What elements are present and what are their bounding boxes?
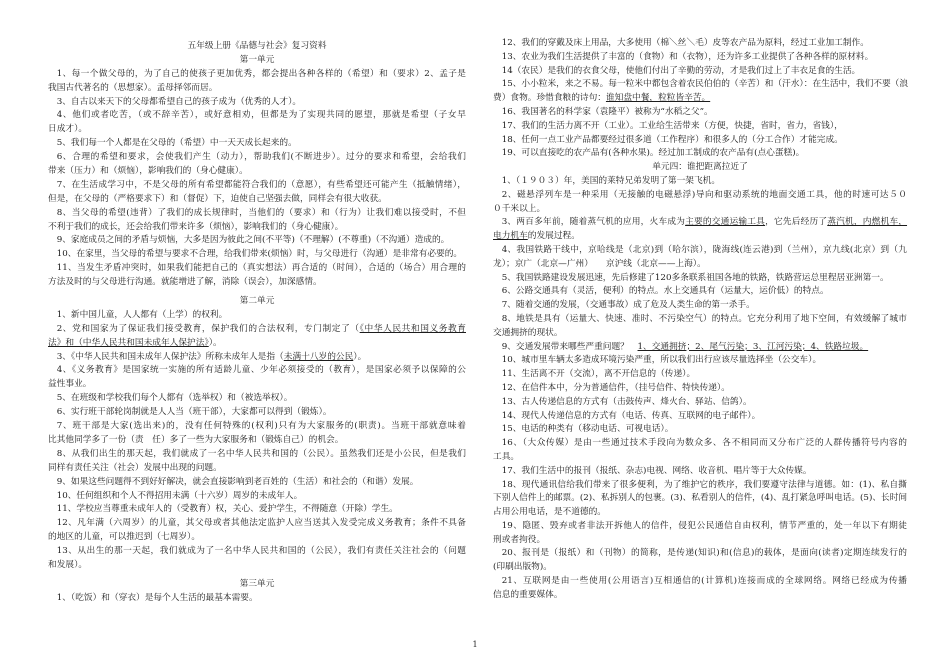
list-item xyxy=(48,68,466,96)
list-item xyxy=(48,448,466,476)
underlined-text: 电力机车 xyxy=(493,231,528,242)
text-line: 1、每一个做父母的，为了自己的使孩子更加优秀，都会提出各种各样的（希望）和（要求）2、孟子是 xyxy=(56,68,466,79)
text-line: 2、磁悬浮列车是一种采用（无接触的电磁悬浮)导向和驱动系统的地面交通工具，他的时速可达５０ xyxy=(501,189,907,200)
list-item xyxy=(493,437,907,465)
list-item xyxy=(48,592,466,606)
underlined-text: 《中华人民共和国义务教育 xyxy=(359,323,466,334)
text-line: 12、凡年满（六周岁）的儿童，其父母或者其他法定监护人应当送其入发受完成义务教育；条件不具备 xyxy=(56,518,466,529)
list-item xyxy=(493,65,907,79)
list-item xyxy=(48,323,466,351)
text-line: 4、《义务教育》是国家统一实施的所有适龄儿童、少年必须接受的（教育），是国家必须予以保障的公 xyxy=(56,365,466,376)
unit-heading: 单元四：谁把距离拉近了 xyxy=(652,162,748,173)
list-item xyxy=(493,285,907,299)
text-line: 11、当发生矛盾冲突时，如果我们能把自己的（真实想法）再合适的（时间），合适的（场合）用合理的 xyxy=(56,263,466,274)
list-item xyxy=(493,410,907,424)
unit-heading: 第一单元 xyxy=(239,54,275,65)
text-segment: ）。 xyxy=(208,337,222,348)
unit-heading: 第二单元 xyxy=(239,296,275,307)
text-line: 下别人信件上的邮票。(2)、私拆别人的包裹。(3)、私看别人的信件，(4)、乱打紧急呼叫电话。(5)、长时间 xyxy=(493,493,908,504)
text-line: 10、城市里车辆太多造成环境污染严重，所以我们出行应该尽量选择坐（公交车）。 xyxy=(501,355,822,366)
list-item xyxy=(48,364,466,392)
text-line: 工具。 xyxy=(493,451,520,462)
text-line: 6、合理的希望和要求，会使我们产生（动力），帮助我们(不断进步）。过分的要求和希望，会给我们 xyxy=(56,152,466,163)
underlined-text: 蒸汽机，内燃机车， xyxy=(827,217,908,228)
list-item xyxy=(48,262,466,290)
list-item xyxy=(493,37,907,51)
text-line: 19、隐匿、毁弃或者非法开拆他人的信件，侵犯公民通信自由权利，情节严重的，处一年以下有期徒 xyxy=(501,520,907,531)
text-line: 7、随着交通的发展，（交通事故）成了危及人类生命的第一杀手。 xyxy=(501,300,755,311)
list-item xyxy=(493,396,907,410)
text-line: 11、生活离不开（交流），离不开信息的（传递）。 xyxy=(501,369,696,380)
list-item xyxy=(48,309,466,323)
list-item xyxy=(493,216,907,244)
list-item xyxy=(493,147,907,161)
text-line: 交通拥挤的现状。 xyxy=(493,327,563,338)
list-item xyxy=(493,423,907,437)
list-item xyxy=(493,244,907,272)
text-line: 6、实行班干部轮岗制就是人人当（班干部），大家都可以得到（锻炼）。 xyxy=(56,407,332,418)
text-line xyxy=(493,230,907,244)
text-line: 16、（大众传媒）是由一些通过技术手段向为数众多、各不相同而又分布广泛的人群传播符号内容的 xyxy=(501,438,907,449)
list-item xyxy=(493,51,907,65)
text-line: 比其他同学多了一份（责 任）多了一些为大家服务和（锻炼自己）的机会。 xyxy=(48,434,344,445)
text-line: 的地区的儿童，可以推迟到（七周岁）。 xyxy=(48,532,201,543)
text-line: 带来（压力）和（烦恼），影响我们的（身心健康）。 xyxy=(48,166,248,177)
list-item xyxy=(493,341,907,355)
text-line: 7、班干部是大家(选出来)的，没有任何特殊的(权利)只有为大家服务的(职责)。当班干部就意味着 xyxy=(56,421,466,432)
text-line: 17、我们的生活力离不开（工业）。工业给生活带来（方便，快捷，省时，省力，省钱）， xyxy=(501,120,843,131)
text-line: 8、从我们出生的那天起，我们就成了一名中华人民共和国的（公民）。虽然我们还是小公民，但是我们 xyxy=(56,448,466,459)
list-item xyxy=(493,120,907,134)
list-item xyxy=(48,96,466,110)
text-line: 9、如果这些问题得不到好好解决，就会直接影响到老百姓的（生活）和社会的（和谐）发展。 xyxy=(56,476,419,487)
unit-heading: 第三单元 xyxy=(239,578,275,589)
text-segment: ，它先后经历了 xyxy=(765,217,828,228)
text-line: 占用公用电话，是不道德的。 xyxy=(493,507,606,518)
text-line: 9、家庭成员之间的矛盾与烦恼，大多是因为彼此之间(不平等)（不理解）(不尊重)（不沟通）造成的。 xyxy=(56,235,450,246)
page-number: 1 xyxy=(472,640,478,649)
text-line: 15、电话的种类有（移动电话、可视电话）。 xyxy=(501,424,674,435)
text-line: 但是，在父母的（严格要求下）和（督促）下，迫使自己坚强去做，同样会有很大收获。 xyxy=(48,193,387,204)
text-line xyxy=(493,216,907,230)
list-item xyxy=(493,313,907,341)
list-item xyxy=(48,503,466,517)
text-segment: ）。 xyxy=(353,351,367,362)
text-line: 12、在信件本中，分为普通信件，（挂号信件、特快传递）。 xyxy=(501,382,730,393)
text-line: 不利于我们的成长，还会给我们带来许多（烦恼），影响我们的（身心健康）。 xyxy=(48,221,344,232)
underlined-text: 1、交通拥挤；2、尾气污染；3、江河污染；4、铁路垃圾。 xyxy=(637,341,869,352)
list-item xyxy=(48,137,466,151)
text-line: 13、从出生的那一天起，我们就成为了一名中华人民共和国的（公民），我们有责任关注社会的（问题 xyxy=(56,546,466,557)
list-item xyxy=(48,109,466,137)
text-line: 3、自古以来天下的父母都希望自己的孩子成为（优秀的人才）。 xyxy=(56,96,302,107)
list-item xyxy=(493,465,907,479)
text-line xyxy=(48,351,466,365)
text-line: 5、在班级和学校我们每个人都有（选举权）和（被选举权）。 xyxy=(56,393,293,404)
text-line: 8、当父母的希望(违背）了我们的成长规律时，当他们的（要求）和（行为）让我们难以接受时，不但 xyxy=(56,207,466,218)
list-item xyxy=(48,406,466,420)
text-line: 10、在家里，当父母的希望与要求不合理，给我们带来(烦恼）时，与父母进行（沟通）是非常有必要的。 xyxy=(56,249,463,260)
text-line: 5、我国铁路建设发展迅速，先后修建了120多条联系祖国各地的铁路，铁路营运总里程居亚洲第一。 xyxy=(501,272,889,283)
text-line: 13、农业为我们生活提供了丰富的（食物）和（衣物），还为许多工业提供了各种各样的原材料。 xyxy=(501,51,874,62)
list-item xyxy=(48,207,466,235)
text-line: 1、（１９０３）年，美国的莱特兄弟发明了第一架飞机。 xyxy=(501,175,721,186)
list-item xyxy=(48,476,466,490)
text-segment: 3、两百多年前，随着蒸气机的应用，火车成为 xyxy=(501,217,686,228)
list-item xyxy=(48,545,466,573)
text-line: 我国古代著名的（思想家）。孟母择邻而居。 xyxy=(48,82,218,93)
page-title: 五年级上册《品德与社会》复习资料 xyxy=(187,41,327,51)
text-line: 同样有责任关注（社会）发展中出现的问题。 xyxy=(48,462,222,473)
underlined-text: 未满十八岁的公民 xyxy=(283,351,354,362)
list-item xyxy=(493,78,907,106)
text-line: 龙）；京广（北京—广州） 京沪线（北京——上海）。 xyxy=(493,258,706,269)
text-line: 21、互联网是由一些使用(公用语言)互相通信的(计算机)连接而成的全球网络。网络已经成为传播 xyxy=(501,576,907,587)
list-item xyxy=(48,420,466,448)
text-line: 7、在生活成学习中，不是父母的所有希望都能符合我们的（意愿），有些希望还可能产生（抵触情绪）， xyxy=(56,179,466,190)
list-item xyxy=(493,354,907,368)
list-item xyxy=(48,151,466,179)
text-line: 18、任何一点工业产品都要经过很多道（工作程序）和很多人的（分工合作）才能完成。 xyxy=(501,134,843,145)
underlined-text: 法》和（中华人民共和国未成年人保护法》 xyxy=(48,337,209,348)
text-line: 日成才）。 xyxy=(48,124,88,135)
text-line: 6、公路交通具有（灵活，便利）的特点。水上交通具有（运量大，运价低）的特点。 xyxy=(501,286,829,297)
text-line: 和发展）。 xyxy=(48,559,88,570)
text-line: 16、我国著名的科学家（袁隆平）被称为“水稻之父”。 xyxy=(501,106,713,117)
text-line: 13、古人传递信息的方式有（击鼓传声、烽火台、驿站、信鸽）。 xyxy=(501,396,752,407)
left-column xyxy=(48,40,466,606)
underlined-text: 谁知盘中餐，粒粒皆辛苦。 xyxy=(605,93,711,104)
list-item xyxy=(48,517,466,545)
text-line: 11、学校应当尊重未成年人的（受教育）权，关心、爱护学生，不得随意（开除）学生。 xyxy=(56,504,398,515)
text-line: 15、小小粒米，来之不易。每一粒米中都包含着农民伯伯的（辛苦）和（汗水）：在生活中，我们不要（浪 xyxy=(501,79,909,90)
text-line: 刑或者拘役。 xyxy=(493,534,546,545)
list-item xyxy=(493,382,907,396)
text-line: 8、地铁是具有（运量大、快速、准时、不污染空气）的特点。它充分利用了地下空间，有效缓解了城市 xyxy=(501,313,907,324)
text-line: 17、我们生活中的报刊（报纸、杂志)电视、网络、收音机、唱片等于大众传媒。 xyxy=(501,465,812,476)
list-item xyxy=(493,299,907,313)
list-item xyxy=(493,479,907,520)
list-item xyxy=(493,189,907,217)
text-line: 14（农民）是我们的衣食父母，使他们付出了辛勤的劳动，才是我们过上了丰衣足食的生活。 xyxy=(501,65,861,76)
list-item xyxy=(493,272,907,286)
list-item xyxy=(493,520,907,548)
list-item xyxy=(493,368,907,382)
list-item xyxy=(48,351,466,365)
text-line: 益性事业。 xyxy=(48,379,92,390)
text-line: 方法及时的与父母进行沟通。就能增进了解，消除（误会），加深感情。 xyxy=(48,277,322,288)
text-line: 1、（吃饭）和（穿衣）是每个人生活的最基本需要。 xyxy=(56,592,258,603)
text-segment: 费）食物。珍惜食粮的诗句： xyxy=(493,93,606,104)
list-item xyxy=(493,575,907,603)
list-item xyxy=(493,175,907,189)
list-item xyxy=(493,134,907,148)
list-item xyxy=(493,547,907,575)
list-item xyxy=(48,248,466,262)
text-line xyxy=(48,323,466,337)
text-line xyxy=(48,337,466,351)
text-line: 5、我们每一个人都是在父母的（希望）中一天天成长起来的。 xyxy=(56,138,297,149)
list-item xyxy=(48,392,466,406)
text-line: 18、现代通讯信给我们带来了很多便利，为了维护它的秩序，我们要遵守法律与道德。如：(1)、私自撕 xyxy=(501,479,907,490)
text-line: 14、现代人传递信息的方式有（电话、传真、互联网的电子邮件）。 xyxy=(501,410,761,421)
text-line xyxy=(493,92,907,106)
text-line: ０千米以上。 xyxy=(493,203,546,214)
list-item xyxy=(493,106,907,120)
text-segment: 2、党和国家为了保证我们接受教育，保护我们的合法权利，专门制定了（ xyxy=(56,323,360,334)
text-line: 10、任何组织和个人不得招用未满（十六岁）周岁的未成年人。 xyxy=(56,490,303,501)
list-item xyxy=(48,234,466,248)
text-line: 1、新中国儿童，人人都有（上学）的权利。 xyxy=(56,309,228,320)
text-line: (印刷出版物)。 xyxy=(493,562,552,573)
text-line: 信息的重要媒体。 xyxy=(493,589,563,600)
text-segment: 3、《中华人民共和国未成年人保护法》所称未成年人是指（ xyxy=(56,351,284,362)
text-line: 20、报刊是（报纸）和（刊物）的简称，是传递(知识)和(信息)的载体，是面向(读者)定期连续发行的 xyxy=(501,548,907,559)
underlined-text: 主要的交通运输工具 xyxy=(685,217,766,228)
text-segment: 9、交通发展带来哪些严重问题？ xyxy=(501,341,638,352)
text-line: 19、可以直接吃的农产品有(各种水果)。经过加工制成的农产品有(点心蛋糕)。 xyxy=(501,148,805,159)
text-segment: 的发展过程。 xyxy=(527,231,580,242)
list-item xyxy=(48,490,466,504)
text-line: 12、我们的穿戴及床上用品，大多使用（棉＼丝＼毛）皮等农产品为原料，经过工业加工制作。 xyxy=(501,38,869,48)
list-item xyxy=(48,179,466,207)
text-line xyxy=(493,341,907,355)
text-line: 4、他们或者吃苦，（或不辞辛苦），或好意相劝，但都是为了实现共同的愿望，那就是希望（子女早 xyxy=(56,110,466,121)
text-line: 4、我国铁路干线中，京哈线是（北京)到（哈尔滨），陇海线(连云港)到（兰州），京九线(北京）到（九 xyxy=(501,244,907,255)
right-column xyxy=(493,37,907,603)
